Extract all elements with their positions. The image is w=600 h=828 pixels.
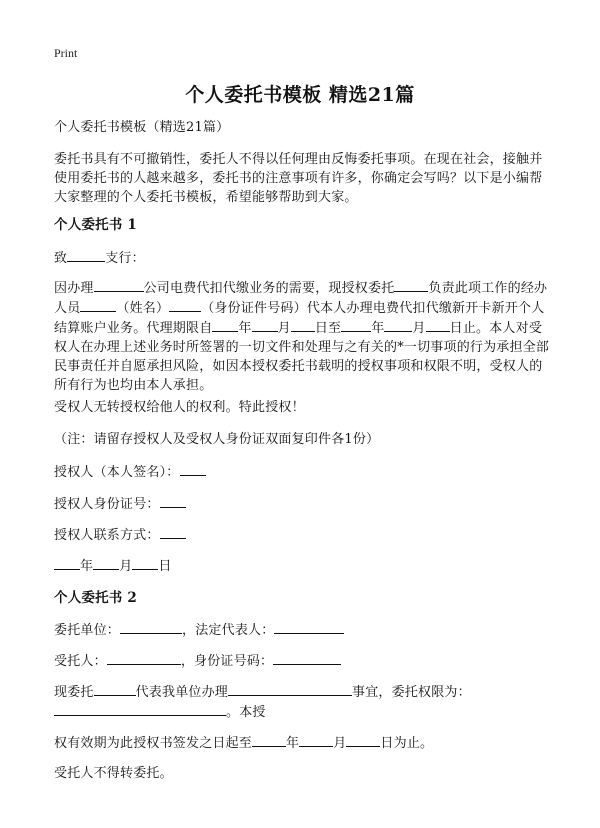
- unit-blank: [120, 620, 182, 634]
- contact-blank: [160, 525, 186, 539]
- id-number-line: 授权人身份证号：: [54, 494, 554, 514]
- signature-line: 授权人（本人签名）：: [54, 462, 554, 482]
- trustee-line: 受托人： ，身份证号码：: [54, 651, 554, 671]
- section2-heading-text: 个人委托书 2: [54, 590, 137, 606]
- page-title: 个人委托书模板 精选21篇: [185, 84, 415, 106]
- print-link[interactable]: Print: [54, 46, 78, 60]
- subtitle-text: 个人委托书模板（精选21篇）: [54, 120, 230, 135]
- id-number-blank: [160, 494, 186, 508]
- trustee-name-blank: [107, 651, 181, 665]
- date-line: 年 月 日: [54, 556, 554, 576]
- subtitle: [54, 118, 554, 137]
- validity-line: 权有效期为此授权书签发之日起至 年 月 日为止。: [54, 733, 554, 753]
- section1-heading-text: 个人委托书 1: [54, 217, 137, 233]
- name-blank: [80, 298, 116, 312]
- unit-line: 委托单位： ，法定代表人：: [54, 620, 554, 640]
- company-blank: [94, 278, 144, 292]
- section1-salutation: [54, 248, 554, 268]
- legal-rep-blank: [274, 620, 344, 634]
- intro-paragraph: [54, 150, 554, 207]
- bank-blank: [67, 248, 105, 262]
- no-transfer-line: 受权人无转授权给他人的权利。特此授权！: [54, 400, 305, 415]
- section1-heading: [54, 216, 554, 235]
- contact-line: 授权人联系方式：: [54, 525, 554, 545]
- salutation-prefix: 致: [54, 251, 68, 266]
- entrust-line: 现委托 代表我单位办理 事宜，委托权限为： 。本授: [54, 682, 554, 722]
- trustee-id-blank: [273, 651, 341, 665]
- section2-heading: [54, 589, 554, 608]
- salutation-suffix: 支行：: [105, 251, 145, 266]
- section1-body: 因办理 公司电费代扣代缴业务的需要，现授权委托 负责此项工作的经办人员 （姓名） （身份证件号码）代本人办理电费代扣代缴新开卡新开个人结算账户业务。代理期限自 年 月 日至 年 月 日止。本人对受权人在办理上述业务时所签署的一切文件和处理与之有关的*一切事项的行为承担全部民事责任并自愿承担风险，如因本授权委托书载明的授权事项和权限不明，受权人的所有行为也均由本人承担。: [54, 278, 554, 395]
- note-line: （注：请留存授权人及受权人身份证双面复印件各1份）: [54, 432, 380, 447]
- signature-blank: [180, 462, 206, 476]
- id-blank: [169, 298, 201, 312]
- intro-text: 委托书具有不可撤销性，委托人不得以任何理由反悔委托事项。在现在社会，接触并使用委托书的人越来越多，委托书的注意事项有许多，你确定会写吗？以下是小编帮大家整理的个人委托书模板，希望能够帮助到大家。: [54, 152, 543, 205]
- trustee-blank: [394, 278, 428, 292]
- no-sub-entrust-line: 受托人不得转委托。: [54, 766, 173, 781]
